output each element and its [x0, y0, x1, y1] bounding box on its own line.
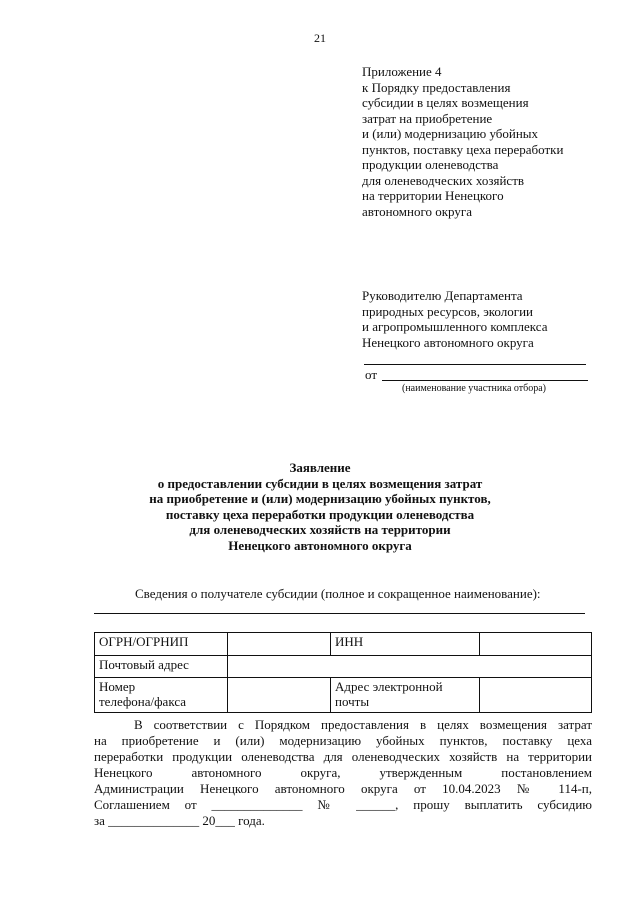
email-label-line1: Адрес электронной — [335, 679, 443, 694]
phone-fax-label — [95, 678, 228, 713]
application-paragraph — [94, 717, 592, 829]
email-label-line2: почты — [335, 694, 370, 709]
postal-address-label: Почтовый адрес — [95, 656, 228, 678]
paragraph-line: Ненецкого автономного округа, утвержденным постановлением — [94, 765, 592, 780]
paragraph-line: Администрации Ненецкого автономного округа от 10.04.2023 № 114-п, — [94, 781, 592, 796]
paragraph-line: на приобретение и (или) модернизацию убойных пунктов, поставку цеха — [94, 733, 592, 748]
appendix-line: продукции оленеводства — [362, 157, 499, 172]
paragraph-line: В соответствии с Порядком предоставления в целях возмещения затрат — [134, 717, 592, 732]
inn-label: ИНН — [331, 633, 480, 656]
phone-label-line1: Номер — [99, 679, 136, 694]
appendix-line: на территории Ненецкого — [362, 188, 504, 203]
paragraph-line: переработки продукции оленеводства для оленеводческих хозяйств на территории — [94, 749, 592, 764]
appendix-line: субсидии в целях возмещения — [362, 95, 529, 110]
email-value-cell[interactable] — [480, 678, 592, 713]
page-number: 21 — [314, 31, 326, 45]
paragraph-line: Соглашением от ______________ № ______, прошу выплатить субсидию — [94, 797, 592, 812]
document-title — [0, 460, 640, 553]
addressee-block — [362, 288, 547, 350]
title-line: о предоставлении субсидии в целях возмещения затрат — [157, 475, 483, 491]
appendix-line: автономного округа — [362, 203, 472, 219]
phone-label-line2: телефона/факса — [99, 694, 187, 709]
appendix-line: затрат на приобретение — [362, 110, 493, 126]
applicant-name-blank-line[interactable] — [382, 380, 588, 381]
postal-address-value-cell[interactable] — [228, 656, 592, 678]
appendix-line: пунктов, поставку цеха переработки — [362, 141, 564, 157]
title-line: поставку цеха переработки продукции оленеводства — [165, 506, 475, 522]
appendix-line: Приложение 4 — [362, 64, 442, 79]
title-line: для оленеводческих хозяйств на территории — [189, 522, 451, 537]
appendix-block — [362, 64, 563, 219]
recipient-name-blank-line[interactable] — [94, 613, 585, 614]
title-line: Заявление — [289, 460, 351, 475]
appendix-line: и (или) модернизацию убойных — [362, 126, 539, 141]
ogrn-label: ОГРН/ОГРНИП — [95, 633, 228, 656]
recipient-details-table — [94, 632, 592, 713]
applicant-name-caption: (наименование участника отбора) — [402, 383, 546, 394]
addressee-line: природных ресурсов, экологии — [362, 303, 533, 319]
appendix-line: к Порядку предоставления — [362, 79, 511, 95]
from-label: от — [365, 367, 378, 382]
title-line: Ненецкого автономного округа — [228, 537, 412, 553]
addressee-blank-line[interactable] — [364, 364, 586, 365]
appendix-line: для оленеводческих хозяйств — [362, 172, 525, 188]
addressee-line: Руководителю Департамента — [362, 288, 523, 303]
addressee-line: и агропромышленного комплекса — [362, 319, 548, 334]
paragraph-line: за ______________ 20___ года. — [94, 813, 265, 828]
ogrn-value-cell[interactable] — [228, 633, 331, 656]
inn-value-cell[interactable] — [480, 633, 592, 656]
email-label — [331, 678, 480, 713]
title-line: на приобретение и (или) модернизацию убойных пунктов, — [149, 491, 491, 506]
phone-fax-value-cell[interactable] — [228, 678, 331, 713]
recipient-info-label: Сведения о получателе субсидии (полное и сокращенное наименование): — [135, 586, 541, 601]
addressee-line: Ненецкого автономного округа — [362, 334, 534, 350]
